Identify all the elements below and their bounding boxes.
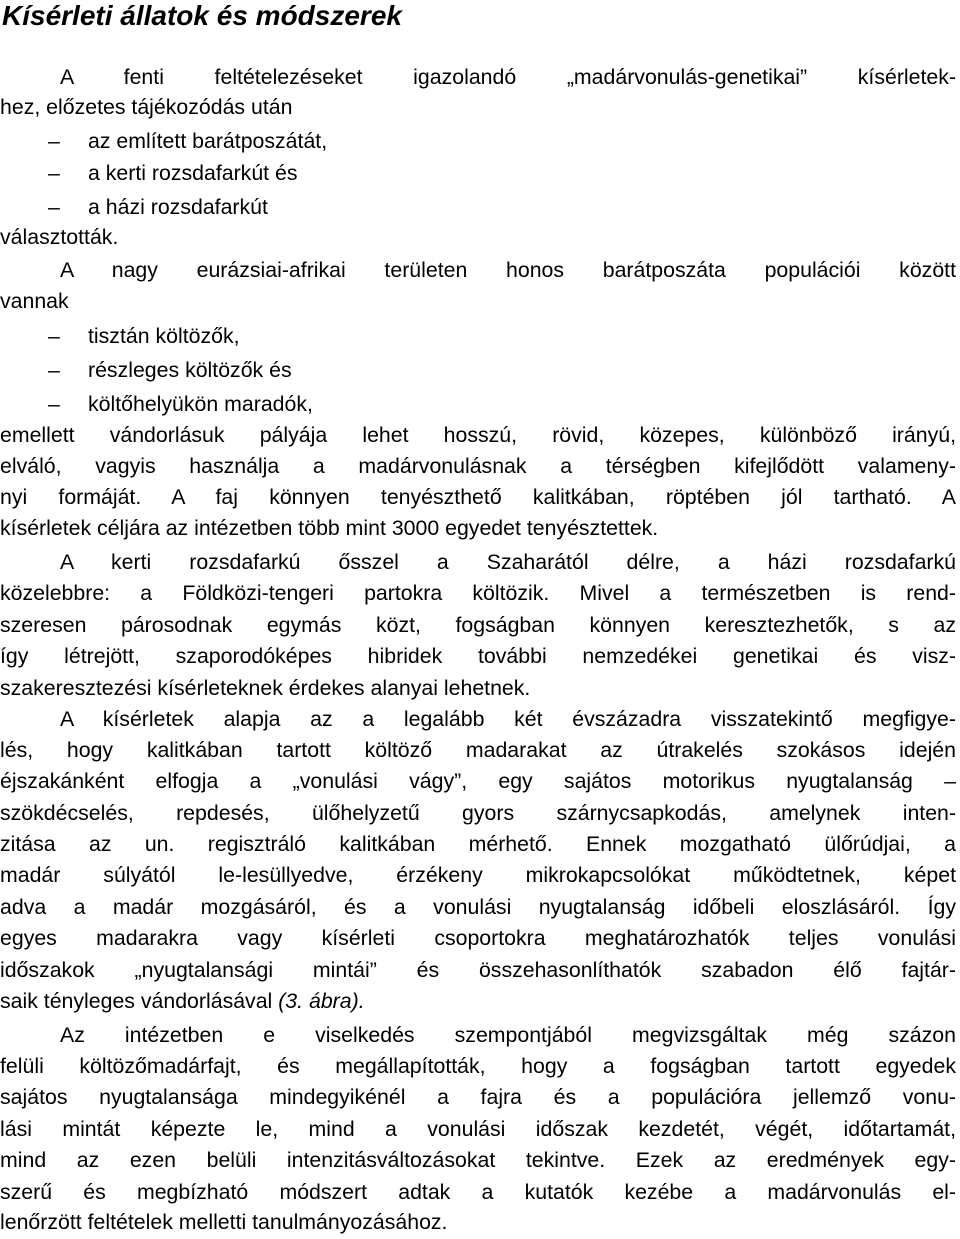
text-line: vannak	[0, 289, 69, 313]
text-line: szökdécselés, repdesés, ülőhelyzetű gyors szárnycsapkodás, amelynek inten-	[0, 801, 956, 825]
text-line: Az intézetben e viselkedés szempontjából megvizsgáltak még százon	[60, 1023, 956, 1047]
text-line: szerű és megbízható módszert adtak a kutatók kezébe a madárvonulás el-	[0, 1180, 956, 1204]
text-line: lenőrzött feltételek melletti tanulmányozásához.	[0, 1210, 448, 1234]
text-line	[0, 984, 365, 1018]
text-line: A kerti rozsdafarkú ősszel a Szaharától délre, a házi rozsdafarkú	[60, 550, 956, 574]
text-line: madár súlyától le-lesüllyedve, érzékeny mikrokapcsolókat működtetnek, képet	[0, 863, 956, 887]
text-line: így létrejött, szaporodóképes hibridek további nemzedékei genetikai és visz-	[0, 644, 956, 668]
text-line: időszakok „nyugtalansági mintái” és összehasonlíthatók szabadon élő fajtár-	[0, 958, 956, 982]
list-item	[48, 319, 240, 353]
text-line: közelebbre: a Földközi-tengeri partokra költözik. Mivel a természetben is rend-	[0, 581, 956, 605]
text-line: egyes madarakra vagy kísérleti csoportokra meghatározhatók teljes vonulási	[0, 926, 956, 950]
text-line: sajátos nyugtalansága mindegyikénél a fajra és a populációra jellemző vonu-	[0, 1085, 956, 1109]
text-line: A kísérletek alapja az a legalább két évszázadra visszatekintő megfigye-	[60, 707, 956, 731]
list-item-text: az említett barátposzátát,	[88, 129, 328, 153]
dash-bullet: –	[48, 358, 60, 382]
section-heading: Kísérleti állatok és módszerek	[2, 0, 402, 31]
list-item-text: tisztán költözők,	[88, 324, 240, 348]
list-item	[48, 156, 298, 190]
list-item-text: költőhelyükön maradók,	[88, 392, 313, 416]
text-line: választották.	[0, 225, 119, 249]
text-line: adva a madár mozgásáról, és a vonulási nyugtalanság időbeli eloszlásáról. Így	[0, 895, 956, 919]
dash-bullet: –	[48, 161, 60, 185]
text-line: A fenti feltételezéseket igazolandó „madárvonulás-genetikai” kísérletek-	[60, 65, 956, 89]
list-item	[48, 190, 268, 224]
list-item	[48, 353, 292, 387]
text-line: szeresen párosodnak egymás közt, fogságban könnyen keresztezhetők, s az	[0, 613, 956, 637]
text-line: emellett vándorlásuk pályája lehet hosszú, rövid, közepes, különböző irányú,	[0, 423, 956, 447]
text-line: A nagy eurázsiai-afrikai területen honos barátposzáta populációi között	[60, 258, 956, 282]
text-line: felüli költözőmadárfajt, és megállapították, hogy a fogságban tartott egyedek	[0, 1054, 956, 1078]
text-line: szakeresztezési kísérleteknek érdekes alanyai lehetnek.	[0, 676, 531, 700]
dash-bullet: –	[48, 195, 60, 219]
dash-bullet: –	[48, 129, 60, 153]
text-line: lés, hogy kalitkában tartott költöző madarakat az útrakelés szokásos idején	[0, 738, 956, 762]
text-line: mind az ezen belüli intenzitásváltozásokat tekintve. Ezek az eredmények egy-	[0, 1148, 956, 1172]
dash-bullet: –	[48, 324, 60, 348]
list-item	[48, 124, 327, 158]
text-line: lási mintát képezte le, mind a vonulási időszak kezdetét, végét, időtartamát,	[0, 1117, 956, 1141]
text-line: nyi formáját. A faj könnyen tenyészthető kalitkában, röptében jól tartható. A	[0, 485, 956, 509]
text-line: elváló, vagyis használja a madárvonulásnak a térségben kifejlődött valameny-	[0, 454, 956, 478]
text-line: éjszakánként elfogja a „vonulási vágy”, egy sajátos motorikus nyugtalanság –	[0, 769, 956, 793]
figure-reference: (3. ábra).	[278, 989, 365, 1013]
text-line-body: saik tényleges vándorlásával	[0, 989, 273, 1013]
list-item-text: részleges költözők és	[88, 358, 292, 382]
text-line: hez, előzetes tájékozódás után	[0, 95, 293, 119]
list-item	[48, 387, 313, 421]
list-item-text: a házi rozsdafarkút	[88, 195, 268, 219]
dash-bullet: –	[48, 392, 60, 416]
text-line: zitása az un. regisztráló kalitkában mérhető. Ennek mozgatható ülőrúdjai, a	[0, 832, 956, 856]
text-line: kísérletek céljára az intézetben több mint 3000 egyedet tenyésztettek.	[0, 516, 659, 540]
list-item-text: a kerti rozsdafarkút és	[88, 161, 298, 185]
